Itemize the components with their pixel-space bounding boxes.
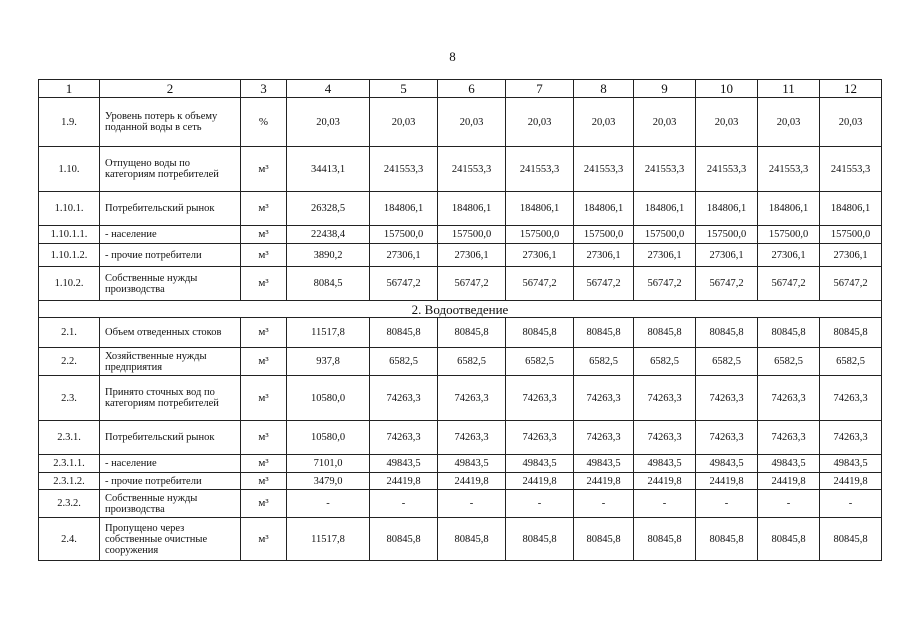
row-value: 11517,8 [287,318,370,348]
row-value: 6582,5 [696,348,758,376]
row-code: 1.10.1.1. [39,226,100,244]
row-value: 24419,8 [634,473,696,490]
row-unit: м³ [241,518,287,561]
column-header: 11 [758,80,820,98]
row-value: 157500,0 [506,226,574,244]
row-value: 49843,5 [574,455,634,473]
row-value: 8084,5 [287,267,370,301]
row-value: 184806,1 [758,192,820,226]
row-value: 24419,8 [506,473,574,490]
table-row [39,421,882,455]
row-value: 20,03 [287,98,370,147]
row-value: 241553,3 [820,147,882,192]
row-code: 1.10.1. [39,192,100,226]
row-value: 184806,1 [438,192,506,226]
row-code: 1.10.1.2. [39,244,100,267]
row-value: 74263,3 [696,421,758,455]
row-value: 27306,1 [438,244,506,267]
row-value: - [438,490,506,518]
column-header: 9 [634,80,696,98]
row-value: 10580,0 [287,376,370,421]
row-value: 74263,3 [758,421,820,455]
row-unit: м³ [241,244,287,267]
row-value: 74263,3 [634,376,696,421]
row-value: 184806,1 [696,192,758,226]
row-value: 56747,2 [696,267,758,301]
row-unit: м³ [241,318,287,348]
row-code: 2.4. [39,518,100,561]
row-name: - прочие потребители [100,473,241,490]
row-name: Пропущено через собственные очистные сооружения [100,518,241,561]
row-unit: м³ [241,455,287,473]
row-value: 20,03 [506,98,574,147]
table-row [39,147,882,192]
row-unit: м³ [241,226,287,244]
row-value: 26328,5 [287,192,370,226]
row-value: 80845,8 [370,518,438,561]
row-value: 80845,8 [506,318,574,348]
row-value: 11517,8 [287,518,370,561]
row-value: 6582,5 [438,348,506,376]
row-value: 10580,0 [287,421,370,455]
row-value: 80845,8 [758,518,820,561]
row-value: 24419,8 [820,473,882,490]
table-row [39,318,882,348]
row-value: 80845,8 [696,518,758,561]
row-value: 74263,3 [370,376,438,421]
table-row [39,490,882,518]
row-value: 49843,5 [506,455,574,473]
table-row [39,192,882,226]
row-value: 49843,5 [696,455,758,473]
row-value: 80845,8 [820,318,882,348]
row-value: 157500,0 [696,226,758,244]
row-value: 241553,3 [506,147,574,192]
row-value: 3890,2 [287,244,370,267]
row-value: 56747,2 [634,267,696,301]
row-value: 184806,1 [820,192,882,226]
row-value: 241553,3 [634,147,696,192]
row-value: 80845,8 [574,318,634,348]
row-code: 2.1. [39,318,100,348]
row-value: 80845,8 [438,518,506,561]
row-value: 6582,5 [370,348,438,376]
row-value: 20,03 [820,98,882,147]
row-value: 157500,0 [634,226,696,244]
row-value: 80845,8 [438,318,506,348]
header-row [39,80,882,98]
row-value: 74263,3 [506,376,574,421]
row-value: 56747,2 [820,267,882,301]
row-unit: м³ [241,348,287,376]
table-row [39,376,882,421]
row-value: 184806,1 [574,192,634,226]
row-value: 74263,3 [820,376,882,421]
row-code: 2.3.2. [39,490,100,518]
row-value: 24419,8 [438,473,506,490]
row-value: 27306,1 [634,244,696,267]
row-value: 74263,3 [696,376,758,421]
row-unit: % [241,98,287,147]
row-value: 74263,3 [574,376,634,421]
column-header: 2 [100,80,241,98]
table-row [39,348,882,376]
row-value: 74263,3 [438,376,506,421]
row-name: - население [100,226,241,244]
column-header: 5 [370,80,438,98]
row-value: - [574,490,634,518]
section-title: 2. Водоотведение [39,301,882,318]
row-value: 20,03 [370,98,438,147]
column-header: 10 [696,80,758,98]
row-value: 157500,0 [438,226,506,244]
row-value: 241553,3 [758,147,820,192]
row-value: 27306,1 [506,244,574,267]
row-value: 184806,1 [506,192,574,226]
row-value: 49843,5 [758,455,820,473]
row-value: - [758,490,820,518]
row-value: 74263,3 [506,421,574,455]
row-value: 34413,1 [287,147,370,192]
row-name: Принято сточных вод по категориям потребителей [100,376,241,421]
row-name: Собственные нужды производства [100,267,241,301]
row-value: 6582,5 [820,348,882,376]
row-value: 49843,5 [370,455,438,473]
row-value: 20,03 [634,98,696,147]
column-header: 12 [820,80,882,98]
table-row [39,518,882,561]
table-row [39,455,882,473]
row-unit: м³ [241,376,287,421]
row-name: Отпущено воды по категориям потребителей [100,147,241,192]
row-value: 24419,8 [370,473,438,490]
row-unit: м³ [241,421,287,455]
row-value: 49843,5 [634,455,696,473]
row-value: 241553,3 [696,147,758,192]
row-code: 1.9. [39,98,100,147]
row-value: 6582,5 [634,348,696,376]
row-value: 56747,2 [506,267,574,301]
row-value: 56747,2 [370,267,438,301]
table-row [39,267,882,301]
row-value: 74263,3 [758,376,820,421]
row-value: 157500,0 [370,226,438,244]
data-table [38,79,882,561]
row-code: 2.3.1.1. [39,455,100,473]
row-value: 20,03 [758,98,820,147]
row-value: 241553,3 [574,147,634,192]
row-value: 56747,2 [758,267,820,301]
row-value: 49843,5 [820,455,882,473]
column-header: 3 [241,80,287,98]
column-header: 6 [438,80,506,98]
row-value: 241553,3 [370,147,438,192]
row-name: Потребительский рынок [100,192,241,226]
table-row [39,226,882,244]
column-header: 1 [39,80,100,98]
row-code: 2.3.1. [39,421,100,455]
row-value: 157500,0 [820,226,882,244]
table-row [39,473,882,490]
row-value: 80845,8 [634,318,696,348]
column-header: 4 [287,80,370,98]
row-value: 20,03 [696,98,758,147]
row-name: Объем отведенных стоков [100,318,241,348]
row-value: 80845,8 [574,518,634,561]
row-code: 2.2. [39,348,100,376]
row-value: 24419,8 [574,473,634,490]
row-code: 1.10.2. [39,267,100,301]
row-value: 80845,8 [758,318,820,348]
row-value: 74263,3 [370,421,438,455]
row-value: 184806,1 [634,192,696,226]
row-value: - [370,490,438,518]
row-value: 6582,5 [574,348,634,376]
row-value: 241553,3 [438,147,506,192]
row-value: 27306,1 [820,244,882,267]
row-name: Уровень потерь к объему поданной воды в сеть [100,98,241,147]
row-value: - [696,490,758,518]
row-unit: м³ [241,192,287,226]
column-header: 8 [574,80,634,98]
row-value: 27306,1 [574,244,634,267]
row-value: 80845,8 [506,518,574,561]
row-code: 1.10. [39,147,100,192]
row-unit: м³ [241,267,287,301]
table-row [39,244,882,267]
row-value: 7101,0 [287,455,370,473]
row-value: 27306,1 [696,244,758,267]
row-value: 937,8 [287,348,370,376]
row-value: 157500,0 [574,226,634,244]
row-value: 3479,0 [287,473,370,490]
row-value: 74263,3 [634,421,696,455]
row-value: 56747,2 [574,267,634,301]
row-code: 2.3.1.2. [39,473,100,490]
row-code: 2.3. [39,376,100,421]
row-name: Собственные нужды производства [100,490,241,518]
row-value: 80845,8 [634,518,696,561]
row-name: - население [100,455,241,473]
row-value: 6582,5 [506,348,574,376]
row-value: - [506,490,574,518]
row-value: 20,03 [574,98,634,147]
row-value: 27306,1 [370,244,438,267]
row-value: 80845,8 [820,518,882,561]
row-value: 74263,3 [820,421,882,455]
row-value: 22438,4 [287,226,370,244]
row-value: 20,03 [438,98,506,147]
row-name: Потребительский рынок [100,421,241,455]
row-value: 74263,3 [438,421,506,455]
row-value: 27306,1 [758,244,820,267]
column-header: 7 [506,80,574,98]
row-value: 184806,1 [370,192,438,226]
row-value: 49843,5 [438,455,506,473]
row-name: - прочие потребители [100,244,241,267]
page-number: 8 [449,49,456,64]
row-unit: м³ [241,147,287,192]
row-unit: м³ [241,490,287,518]
row-value: 80845,8 [696,318,758,348]
row-value: 24419,8 [758,473,820,490]
row-value: 80845,8 [370,318,438,348]
row-value: 6582,5 [758,348,820,376]
row-unit: м³ [241,473,287,490]
row-value: 56747,2 [438,267,506,301]
row-value: 157500,0 [758,226,820,244]
row-value: 24419,8 [696,473,758,490]
row-value: 74263,3 [574,421,634,455]
row-value: - [634,490,696,518]
row-value: - [287,490,370,518]
row-name: Хозяйственные нужды предприятия [100,348,241,376]
row-value: - [820,490,882,518]
section-row [39,301,882,318]
table-row [39,98,882,147]
